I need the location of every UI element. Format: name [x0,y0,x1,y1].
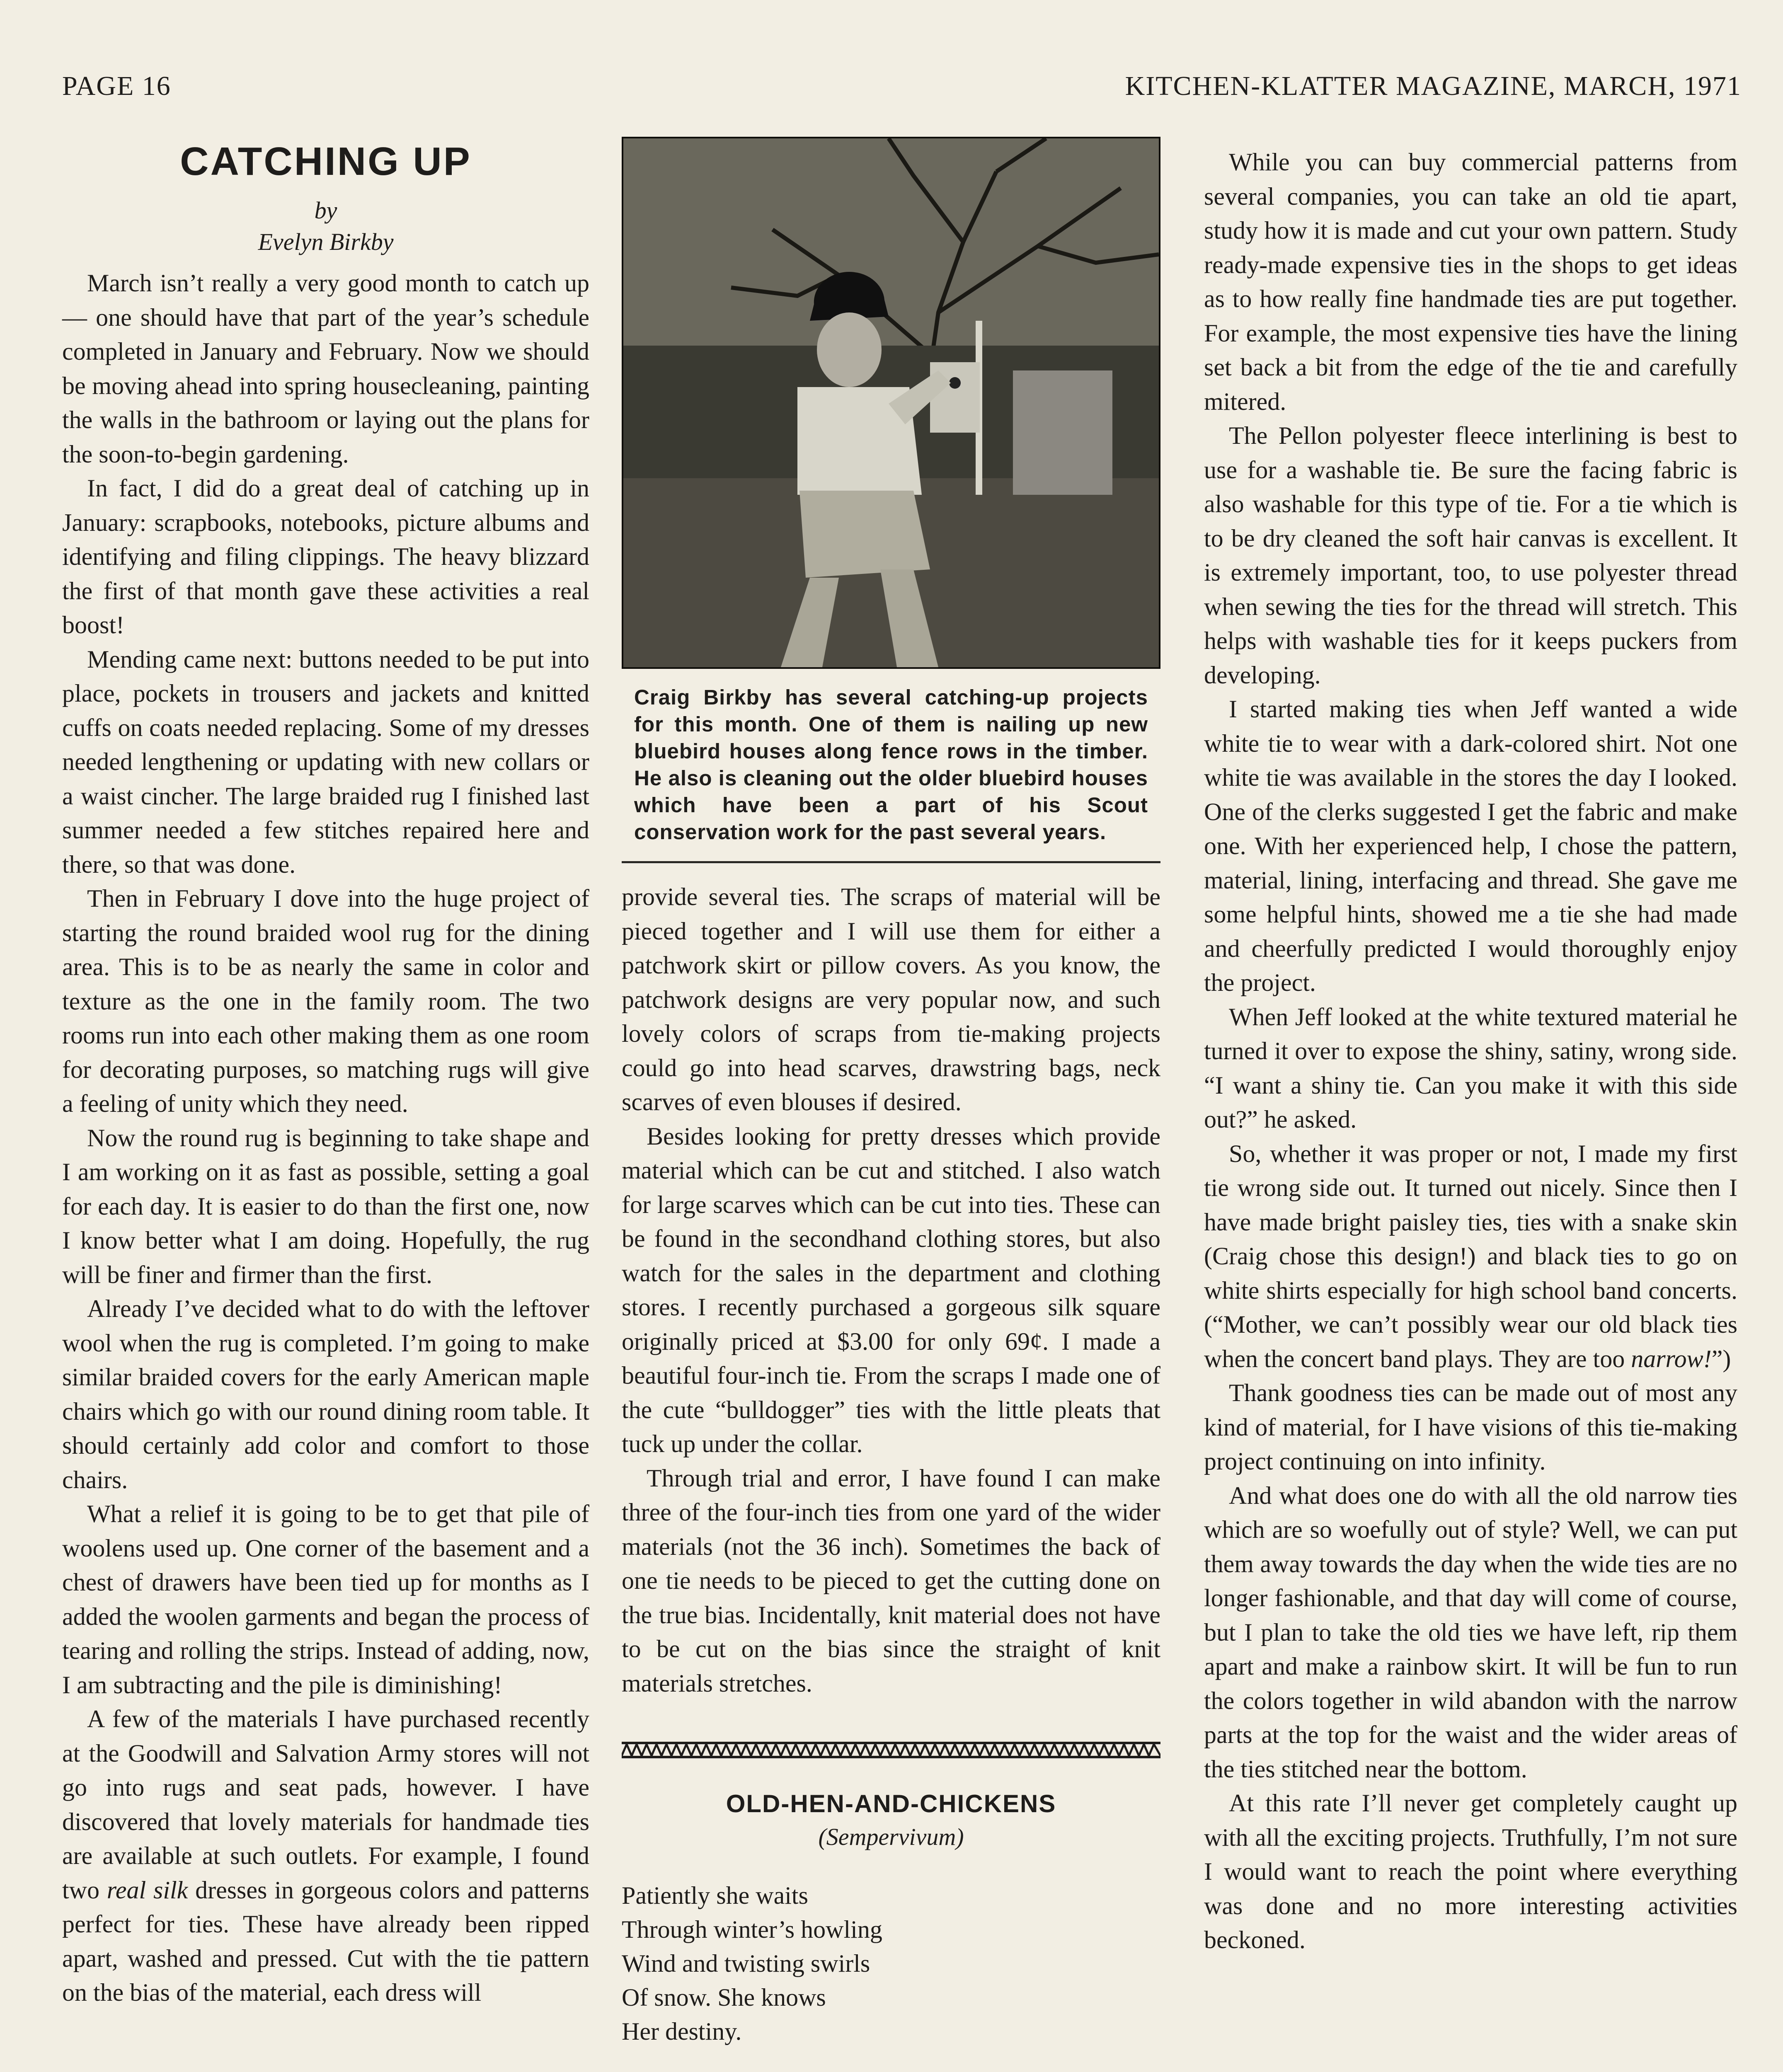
photo-caption: Craig Birkby has several catching-up projects for this month. One of them is nailing up new bluebird houses along fence rows in the timber. He also is cleaning out the older bluebird houses which have been a part of his Scout conservation work for the past several years. [634,685,1148,844]
text-run: ”) [1711,1345,1731,1372]
page-number: PAGE 16 [62,71,171,101]
divider-rule [622,861,1160,863]
paragraph: Besides looking for pretty dresses which provide material which can be cut and stitched. I also watch for large scarves which can be cut into ties. These can be found in the secondhand clothing stores, but also watch for the sales in the department and clothing stores. I recently purchased a gorgeous silk square originally priced at $3.00 for only 69¢. I made a beautiful four-inch tie. From the scraps I made one of the cute “bulldogger” ties with the little pleats that tuck up under the collar. [622,1122,1160,1457]
poem-line: Wind and twisting swirls [622,1950,870,1977]
paragraph: When Jeff looked at the white textured material he turned it over to expose the shiny, satiny, wrong side. “I want a shiny tie. Can you make it with this side out?” he asked. [1204,1003,1737,1133]
text-run: dresses in gorgeous colors and patterns perfect for ties. These have already been ripped apart, washed and pressed. Cut with the tie pattern on the bias of the material, each dress will [62,1876,590,2006]
byline-author: Evelyn Birkby [258,228,394,255]
poem [622,1787,1160,2072]
column-3 [1204,145,1737,1957]
column-2 [622,137,1160,2072]
paragraph: Thank goodness ties can be made out of most any kind of material, for I have visions of this tie-making project continuing on into infinity. [1204,1379,1737,1475]
paragraph: March isn’t really a very good month to catch up — one should have that part of the year’s schedule completed in January and February. Now we should be moving ahead into spring housecleaning, painting the walls in the bathroom or laying out the plans for the soon-to-begin gardening. [62,269,589,468]
paragraph: Through trial and error, I have found I can make three of the four-inch ties from one yard of the wider materials (not the 36 inch). Sometimes the back of one tie needs to be pieced to get the cutting done on the true bias. Incidentally, knit material does not have to be cut on the bias since the straight of knit materials stretches. [622,1464,1160,1697]
emphasis: narrow! [1631,1345,1712,1372]
poem-title: OLD-HEN-AND-CHICKENS [726,1790,1056,1818]
poem-line: Patiently she waits [622,1882,808,1909]
paragraph: The Pellon polyester fleece interlining is best to use for a washable tie. Be sure the facing fabric is also washable for this type of tie. For a tie which is to be dry cleaned the soft hair canvas is excellent. It is extremely important, too, to use polyester thread when sewing the ties for the thread will stretch. This helps with washable ties for it keeps puckers from developing. [1204,422,1737,689]
paragraph: Already I’ve decided what to do with the leftover wool when the rug is completed. I’m going to make similar braided covers for the early American maple chairs which go with our round dining room table. It should certainly add color and comfort to those chairs. [62,1295,589,1493]
poem-line: Her destiny. [622,2018,742,2045]
running-header [62,70,1742,108]
paragraph: In fact, I did do a great deal of catching up in January: scrapbooks, notebooks, picture albums and identifying and filing clippings. The heavy blizzard the first of that month gave these activities a real boost! [62,474,589,639]
paragraph: I started making ties when Jeff wanted a wide white tie to wear with a dark-colored shirt. Not one white tie was available in the stores the day I looked. One of the clerks suggested I get the fabric and make one. With her experienced help, I chose the pattern, material, lining, interfacing and thread. She gave me some helpful hints, showed me a tie she had made and cheerfully predicted I would thoroughly enjoy the project. [1204,695,1737,996]
paragraph: Then in February I dove into the huge project of starting the round braided wool rug for the dining area. This is to be as nearly the same in color and texture as the one in the family room. The two rooms run into each other making them as one room for decorating purposes, so matching rugs will give a feeling of unity which they need. [62,885,589,1117]
paragraph: And what does one do with all the old narrow ties which are so woefully out of style? Well, we can put them away towards the day when the wide ties are no longer fashionable, and that day will come of course, but I plan to take the old ties we have left, rip them apart and make a rainbow skirt. It will be fun to run the colors together in wild abandon with the narrow parts at the top for the waist and the wider areas of the ties stitched near the bottom. [1204,1481,1737,1783]
photo-illustration [623,138,1159,667]
paragraph: Mending came next: buttons needed to be put into place, pockets in trousers and jackets and knitted cuffs on coats needed replacing. Some of my dresses needed lengthening or updating with new collars or a waist cincher. The large braided rug I finished last summer needed a few stitches repaired here and there, so that was done. [62,645,589,878]
photo-craig-birkby [622,137,1160,669]
paragraph: While you can buy commercial patterns from several companies, you can take an old tie apart, study how it is made and cut your own pattern. Study ready-made expensive ties in the shops to get ideas as to how really fine handmade ties are put together. For example, the most expensive ties have the lining set back a bit from the edge of the tie and carefully mitered. [1204,148,1737,415]
paragraph: Now the round rug is beginning to take shape and I am working on it as fast as possible, setting a goal for each day. It is easier to do than the first one, now I know better what I am doing. Hopefully, the rug will be finer and firmer than the first. [62,1124,589,1288]
text-run: So, whether it was proper or not, I made my first tie wrong side out. It turned out nicely. Since then I have made bright paisley ties, ties with a snake skin (Craig chose this design!) and black ties to go on white shirts especially for high school band concerts. (“Mother, we can’t possibly wear our old black ties when the concert band plays. They are too [1204,1140,1737,1372]
byline [62,195,589,258]
zigzag-border-icon [622,1742,1160,1758]
ornamental-divider [622,1742,1160,1758]
paragraph [62,1702,589,2010]
poem-subtitle: (Sempervivum) [818,1823,964,1850]
column-1 [62,137,589,2010]
poem-line: Through winter’s howling [622,1916,882,1943]
paragraph [1204,1137,1737,1376]
poem-line: Of snow. She knows [622,1984,826,2011]
byline-by: by [314,197,337,224]
text-run: A few of the materials I have purchased recently at the Goodwill and Salvation Army stores will not go into rugs and seat pads, however. I have discovered that lovely materials for handmade ties are available at such outlets. For example, I found two [62,1705,589,1904]
emphasis: real silk [107,1876,188,1904]
paragraph: At this rate I’ll never get completely caught up with all the exciting projects. Truthfully, I’m not sure I would want to reach the point where everything was done and no more interesting activities beckoned. [1204,1789,1737,1953]
poem-stanza-1 [622,1878,1160,2048]
paragraph: provide several ties. The scraps of material will be pieced together and I will use them for either a patchwork skirt or pillow covers. As you know, the patchwork designs are very popular now, and such lovely colors of scraps from tie-making projects could go into head scarves, drawstring bags, neck scarves of even blouses if desired. [622,883,1160,1116]
paragraph: What a relief it is going to be to get that pile of woolens used up. One corner of the basement and a chest of drawers have been tied up for months as I added the woolen garments and began the process of tearing and rolling the strips. Instead of adding, now, I am subtracting and the pile is diminishing! [62,1500,589,1699]
article-title: CATCHING UP [180,139,472,184]
magazine-issue: KITCHEN-KLATTER MAGAZINE, MARCH, 1971 [1125,71,1742,101]
